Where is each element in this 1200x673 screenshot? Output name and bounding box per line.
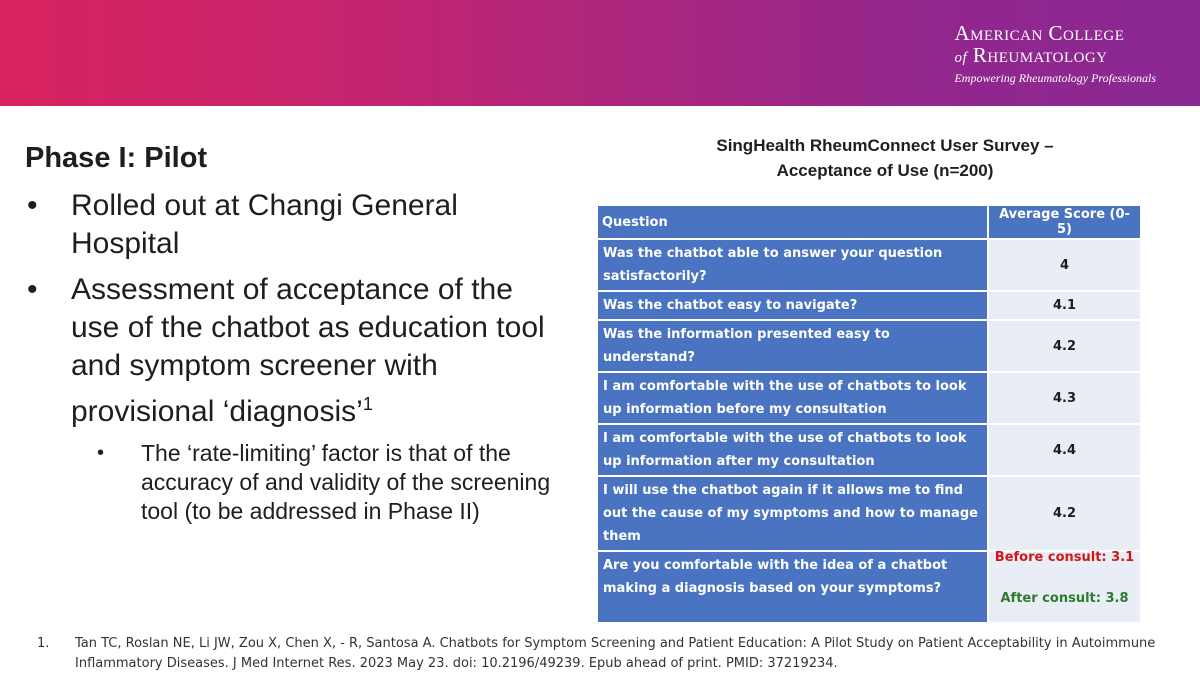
- footnote: [37, 634, 1177, 673]
- header-question: Question: [597, 205, 988, 239]
- footnote-citation: Tan TC, Roslan NE, Li JW, Zou X, Chen X, - R, Santosa A. Chatbots for Symptom Screening and Patient Education: A Pilot Study on Patient Acceptability in Autoimmune Inflammatory Diseases. J Med Internet Res. 2023 May 23. doi: 10.2196/49239. Epub ahead of print. PMID: 37219234.: [75, 636, 1156, 671]
- score-cell: 4.4: [988, 424, 1141, 476]
- question-cell: Was the information presented easy to understand?: [597, 320, 988, 372]
- logo-line1: American College: [954, 21, 1125, 45]
- question-cell: Are you comfortable with the idea of a chatbot making a diagnosis based on your symptoms?: [597, 551, 988, 623]
- question-cell: I will use the chatbot again if it allows me to find out the cause of my symptoms and how to manage them: [597, 476, 988, 551]
- sub-bullet-rate-limiting: [25, 439, 565, 526]
- table-row: [597, 476, 1141, 551]
- question-cell: Was the chatbot easy to navigate?: [597, 291, 988, 320]
- footnote-ref: 1: [362, 394, 373, 414]
- score-cell: 4.1: [988, 291, 1141, 320]
- table-title-line1: SingHealth RheumConnect User Survey –: [716, 136, 1054, 155]
- sub-bullet-dot: •: [97, 442, 105, 464]
- table-title-line2: Acceptance of Use (n=200): [776, 161, 994, 180]
- after-consult-score: After consult: 3.8: [1000, 591, 1129, 606]
- table-row: [597, 372, 1141, 424]
- logo-rheumatology: Rheumatology: [972, 43, 1108, 67]
- logo-of: of: [954, 50, 968, 66]
- bullet-dot: •: [27, 189, 38, 222]
- table-header-row: [597, 205, 1141, 239]
- score-cell: 4.2: [988, 476, 1141, 551]
- question-cell: I am comfortable with the use of chatbots to look up information before my consultation: [597, 372, 988, 424]
- bullet-assessment-text: Assessment of acceptance of the use of the chatbot as education tool and symptom screener with provisional ‘diagnosis’: [71, 273, 545, 428]
- score-cell: 4: [988, 239, 1141, 291]
- table-title: [620, 133, 1150, 183]
- acr-logo: [954, 22, 1156, 86]
- table-row: [597, 320, 1141, 372]
- footnote-number: 1.: [37, 636, 50, 651]
- sub-bullet-text: The ‘rate-limiting’ factor is that of the accuracy of and validity of the screening tool (to be addressed in Phase II): [141, 440, 551, 524]
- logo-line2: [954, 44, 1156, 69]
- table-row-diagnosis: [597, 551, 1141, 623]
- bullet-rollout-text: Rolled out at Changi General Hospital: [71, 189, 458, 260]
- score-cell: 4.2: [988, 320, 1141, 372]
- survey-table: [596, 204, 1142, 624]
- score-cell-before-after: [988, 551, 1141, 623]
- table-row: [597, 291, 1141, 320]
- bullet-list: [25, 187, 565, 526]
- bullet-dot: •: [27, 273, 38, 306]
- section-title: Phase I: Pilot: [25, 142, 208, 174]
- question-cell: Was the chatbot able to answer your question satisfactorily?: [597, 239, 988, 291]
- table-row: [597, 239, 1141, 291]
- bullet-assessment: [25, 271, 565, 431]
- logo-tagline: Empowering Rheumatology Professionals: [954, 71, 1156, 85]
- header-score: Average Score (0-5): [988, 205, 1141, 239]
- table-row: [597, 424, 1141, 476]
- left-content: [25, 142, 565, 526]
- header-banner: [0, 0, 1200, 106]
- question-cell: I am comfortable with the use of chatbots to look up information after my consultation: [597, 424, 988, 476]
- score-cell: 4.3: [988, 372, 1141, 424]
- bullet-rollout: [25, 187, 565, 263]
- before-consult-score: Before consult: 3.1: [994, 550, 1135, 565]
